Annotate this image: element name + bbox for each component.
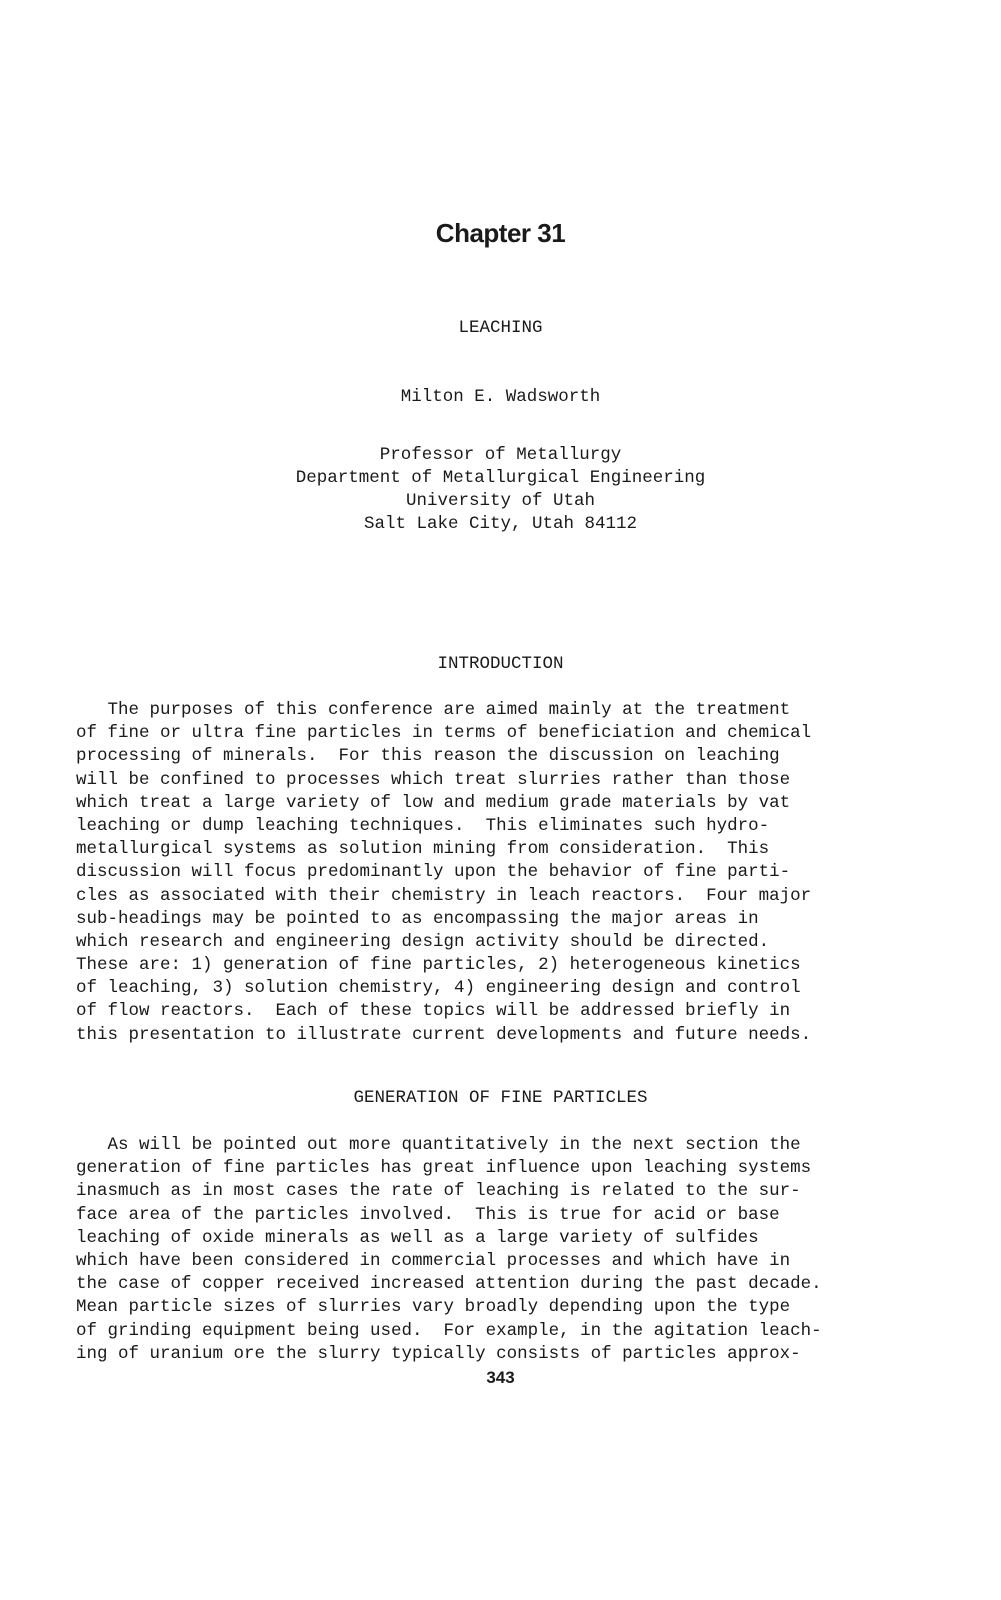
text-line: leaching of oxide minerals as well as a large variety of sulfides [76, 1227, 759, 1248]
affiliation-line: Salt Lake City, Utah 84112 [363, 514, 638, 534]
text-line: leaching or dump leaching techniques. This eliminates such hydro- [76, 815, 770, 836]
text-line: The purposes of this conference are aimed mainly at the treatment [76, 700, 791, 720]
text-line: ing of uranium ore the slurry typically consists of particles approx- [76, 1343, 801, 1364]
text-line: These are: 1) generation of fine particles, 2) heterogeneous kinetics [76, 955, 801, 976]
generation-paragraph [76, 1134, 936, 1366]
chapter-heading: Chapter 31 [435, 218, 566, 248]
text-line: generation of fine particles has great influence upon leaching systems [76, 1158, 812, 1179]
text-line: cles as associated with their chemistry in leach reactors. Four major [76, 885, 812, 906]
affiliation-line: Professor of Metallurgy [379, 445, 622, 465]
affiliation-line: University of Utah [405, 491, 596, 511]
text-line: inasmuch as in most cases the rate of leaching is related to the sur- [76, 1181, 801, 1202]
text-line: face area of the particles involved. This is true for acid or base [76, 1204, 780, 1225]
introduction-paragraph [76, 699, 936, 1047]
text-line: this presentation to illustrate current developments and future needs. [76, 1024, 812, 1045]
text-line: processing of minerals. For this reason the discussion on leaching [76, 746, 780, 767]
text-line: Mean particle sizes of slurries vary broadly depending upon the type [76, 1297, 791, 1318]
text-line: of flow reactors. Each of these topics will be addressed briefly in [76, 1001, 791, 1022]
affiliation-line: Department of Metallurgical Engineering [295, 468, 706, 488]
section-heading-introduction: INTRODUCTION [437, 654, 564, 674]
text-line: will be confined to processes which treat slurries rather than those [76, 769, 791, 790]
text-line: metallurgical systems as solution mining from consideration. This [76, 839, 770, 860]
section-heading-generation: GENERATION OF FINE PARTICLES [353, 1088, 648, 1108]
text-line: As will be pointed out more quantitatively in the next section the [76, 1135, 801, 1155]
text-line: sub-headings may be pointed to as encompassing the major areas in [76, 908, 759, 929]
text-line: the case of copper received increased attention during the past decade. [76, 1274, 822, 1295]
text-line: which have been considered in commercial processes and which have in [76, 1250, 791, 1271]
author-name: Milton E. Wadsworth [400, 387, 601, 407]
page-number: 343 [486, 1368, 515, 1387]
text-line: of grinding equipment being used. For example, in the agitation leach- [76, 1320, 822, 1341]
paper-title: LEACHING [458, 318, 543, 338]
text-line: of leaching, 3) solution chemistry, 4) engineering design and control [76, 978, 801, 999]
text-line: of fine or ultra fine particles in terms of beneficiation and chemical [76, 723, 812, 744]
text-line: which research and engineering design activity should be directed. [76, 931, 770, 952]
text-line: discussion will focus predominantly upon the behavior of fine parti- [76, 862, 791, 883]
text-line: which treat a large variety of low and medium grade materials by vat [76, 792, 791, 813]
